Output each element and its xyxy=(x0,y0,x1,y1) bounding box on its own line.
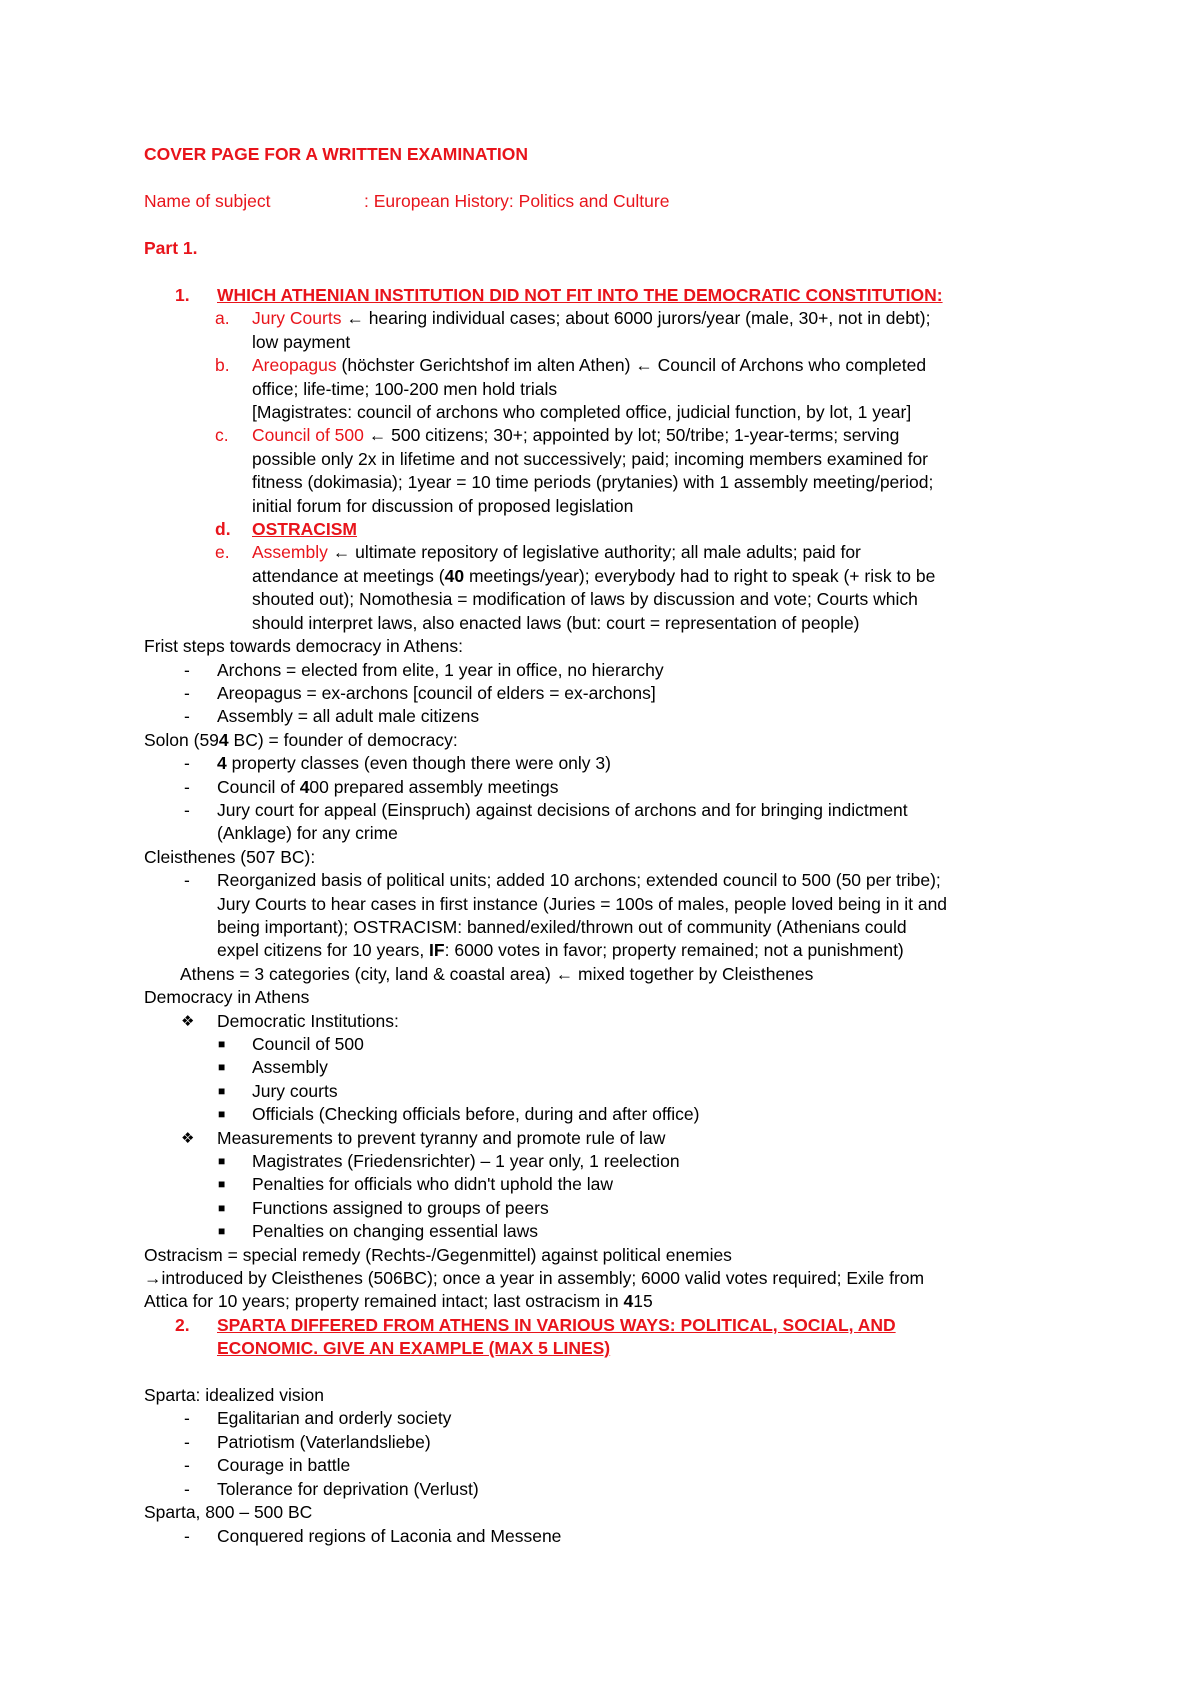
question-text: WHICH ATHENIAN INSTITUTION DID NOT FIT INTO THE DEMOCRATIC CONSTITUTION: xyxy=(217,285,943,305)
list-item xyxy=(144,682,1084,705)
list-item xyxy=(144,1033,1084,1056)
list-item-cont: Jury Courts to hear cases in first instance (Juries = 100s of males, people loved being in it and xyxy=(217,893,948,914)
text-segment: : 6000 votes in favor; property remained; not a punishment) xyxy=(444,940,904,961)
list-item xyxy=(144,1478,1084,1501)
answer-d xyxy=(144,518,1084,541)
athens-note: Athens = 3 categories (city, land & coastal area) ← mixed together by Cleisthenes xyxy=(180,963,814,984)
dash-marker: - xyxy=(184,682,190,703)
answer-text: (höchster Gerichtshof im alten Athen) ← Council of Archons who completed xyxy=(336,355,927,376)
dash-marker: - xyxy=(184,776,190,797)
list-item xyxy=(144,1431,1084,1454)
list-item-text: Assembly = all adult male citizens xyxy=(217,706,480,727)
list-item-text: Archons = elected from elite, 1 year in office, no hierarchy xyxy=(217,659,664,680)
list-item-text: Patriotism (Vaterlandsliebe) xyxy=(217,1431,431,1452)
list-item xyxy=(144,799,1084,822)
text-segment: attendance at meetings ( xyxy=(252,565,445,586)
answer-a-cont: low payment xyxy=(252,331,351,352)
list-item-cont: (Anklage) for any crime xyxy=(217,823,398,844)
list-item xyxy=(144,869,1084,892)
section-heading: Democracy in Athens xyxy=(144,987,310,1008)
text-segment: property classes (even though there were only 3) xyxy=(226,753,611,774)
list-item xyxy=(144,659,1084,682)
list-item-text: Areopagus = ex-archons [council of elders = ex-archons] xyxy=(217,682,656,703)
list-item-text: Jury courts xyxy=(252,1080,338,1101)
ostracism-line: Ostracism = special remedy (Rechts-/Gegenmittel) against political enemies xyxy=(144,1244,732,1265)
list-item-text: Council of 500 xyxy=(252,1034,364,1054)
subject-line xyxy=(144,190,670,213)
text-segment: BC) = founder of democracy: xyxy=(228,729,458,750)
answer-term: Council of 500 xyxy=(252,425,364,446)
text-bold: 4 xyxy=(623,1291,634,1312)
answer-c-cont: initial forum for discussion of proposed legislation xyxy=(252,495,634,516)
text-segment: expel citizens for 10 years, xyxy=(217,940,430,961)
text-segment: Solon (59 xyxy=(144,729,219,750)
square-bullet-icon: ■ xyxy=(218,1177,226,1192)
list-item-text: Officials (Checking officials before, during and after office) xyxy=(252,1104,700,1125)
question-1 xyxy=(144,284,1084,307)
text-bold: IF xyxy=(429,940,445,961)
page-title: COVER PAGE FOR A WRITTEN EXAMINATION xyxy=(144,144,529,164)
answer-c-cont: fitness (dokimasia); 1year = 10 time periods (prytanies) with 1 assembly meeting/period; xyxy=(252,472,934,493)
square-bullet-icon: ■ xyxy=(218,1200,226,1215)
question-2 xyxy=(144,1314,1084,1337)
question-text: SPARTA DIFFERED FROM ATHENS IN VARIOUS WAYS: POLITICAL, SOCIAL, AND xyxy=(217,1314,896,1335)
dash-marker: - xyxy=(184,706,190,727)
text-bold: 4 xyxy=(217,753,227,774)
list-item-text: Penalties on changing essential laws xyxy=(252,1221,539,1242)
list-item-text: Tolerance for deprivation (Verlust) xyxy=(217,1478,479,1499)
answer-c xyxy=(144,424,1084,447)
list-item-text: Courage in battle xyxy=(217,1455,351,1476)
answer-term: Areopagus xyxy=(252,355,337,376)
list-item xyxy=(144,1173,1084,1196)
list-item-text: Measurements to prevent tyranny and promote rule of law xyxy=(217,1127,666,1148)
answer-letter: b. xyxy=(215,355,230,376)
text-segment: meetings/year); everybody had to right to speak (+ risk to be xyxy=(464,565,936,586)
answer-letter: d. xyxy=(215,519,231,540)
spacer xyxy=(144,1361,1084,1384)
answer-e-cont: shouted out); Nomothesia = modification of laws by discussion and vote; Courts which xyxy=(252,589,918,610)
text-segment: 00 prepared assembly meetings xyxy=(309,776,559,797)
square-bullet-icon: ■ xyxy=(218,1154,226,1169)
list-item xyxy=(144,1103,1084,1126)
answer-term: Jury Courts xyxy=(252,308,342,329)
subject-label: Name of subject xyxy=(144,191,271,211)
list-item-text: Functions assigned to groups of peers xyxy=(252,1197,549,1218)
square-bullet-icon: ■ xyxy=(218,1037,226,1051)
diamond-bullet-icon: ❖ xyxy=(181,1129,195,1147)
section-heading: Frist steps towards democracy in Athens: xyxy=(144,636,464,657)
list-item xyxy=(144,752,1084,775)
list-item xyxy=(144,776,1084,799)
section-heading: Sparta: idealized vision xyxy=(144,1385,324,1406)
answer-text: ← 500 citizens; 30+; appointed by lot; 50/tribe; 1-year-terms; serving xyxy=(363,425,900,446)
dash-marker: - xyxy=(184,1525,190,1546)
square-bullet-icon: ■ xyxy=(218,1083,226,1098)
text-segment: Council of xyxy=(217,776,300,797)
list-item-text: Egalitarian and orderly society xyxy=(217,1408,452,1429)
answer-a xyxy=(144,307,1084,330)
answer-letter: e. xyxy=(215,542,230,563)
list-item-cont: being important); OSTRACISM: banned/exiled/thrown out of community (Athenians could xyxy=(217,916,907,937)
answer-b xyxy=(144,354,1084,377)
square-bullet-icon: ■ xyxy=(218,1224,226,1239)
answer-letter: a. xyxy=(215,308,230,329)
answer-e-cont xyxy=(144,565,1084,588)
list-item-cont xyxy=(144,939,1084,962)
square-bullet-icon: ■ xyxy=(218,1060,226,1075)
question-text: ECONOMIC. GIVE AN EXAMPLE (MAX 5 LINES) xyxy=(217,1338,611,1359)
section-heading xyxy=(144,729,1084,752)
answer-b-cont: [Magistrates: council of archons who completed office, judicial function, by lot, 1 year] xyxy=(252,402,912,423)
answer-term-correct: OSTRACISM xyxy=(252,519,357,540)
list-item xyxy=(144,1080,1084,1103)
text-bold: 4 xyxy=(299,776,310,797)
dash-marker: - xyxy=(184,659,190,680)
dash-marker: - xyxy=(184,1431,190,1452)
list-item xyxy=(144,1010,1084,1033)
dash-marker: - xyxy=(184,1455,190,1476)
list-item xyxy=(144,1127,1084,1150)
list-item xyxy=(144,1197,1084,1220)
answer-text: ← ultimate repository of legislative authority; all male adults; paid for xyxy=(327,542,861,563)
section-heading: Cleisthenes (507 BC): xyxy=(144,846,316,867)
answer-e-cont: should interpret laws, also enacted laws (but: court = representation of people) xyxy=(252,612,860,633)
dash-marker: - xyxy=(184,870,190,891)
list-item-text: Assembly xyxy=(252,1057,328,1078)
question-number: 2. xyxy=(175,1314,190,1335)
list-item xyxy=(144,1454,1084,1477)
square-bullet-icon: ■ xyxy=(218,1107,226,1122)
diamond-bullet-icon: ❖ xyxy=(181,1012,195,1030)
list-item xyxy=(144,1525,1084,1548)
answer-text: ← hearing individual cases; about 6000 jurors/year (male, 30+, not in debt); xyxy=(341,308,931,329)
dash-marker: - xyxy=(184,799,190,820)
ostracism-line xyxy=(144,1290,1084,1313)
document-body xyxy=(144,284,1084,1548)
question-number: 1. xyxy=(175,285,190,305)
subject-value: : European History: Politics and Culture xyxy=(364,191,670,211)
answer-b-cont: office; life-time; 100-200 men hold trials xyxy=(252,378,558,399)
list-item-text: Jury court for appeal (Einspruch) against decisions of archons and for bringing indictment xyxy=(217,799,908,820)
list-item xyxy=(144,1220,1084,1243)
answer-c-cont: possible only 2x in lifetime and not successively; paid; incoming members examined for xyxy=(252,448,929,469)
part-heading: Part 1. xyxy=(144,238,198,258)
list-item-text: Democratic Institutions: xyxy=(217,1010,399,1031)
dash-marker: - xyxy=(184,1408,190,1429)
list-item-text: Magistrates (Friedensrichter) – 1 year only, 1 reelection xyxy=(252,1151,680,1172)
text-bold: 4 xyxy=(218,729,229,750)
text-segment: Attica for 10 years; property remained intact; last ostracism in xyxy=(144,1291,624,1312)
dash-marker: - xyxy=(184,753,190,774)
answer-letter: c. xyxy=(215,425,229,446)
list-item xyxy=(144,1407,1084,1430)
list-item xyxy=(144,1150,1084,1173)
list-item xyxy=(144,705,1084,728)
question-2-cont xyxy=(144,1337,1084,1360)
answer-e xyxy=(144,541,1084,564)
text-segment: 15 xyxy=(633,1291,653,1312)
list-item-text: Reorganized basis of political units; added 10 archons; extended council to 500 (50 per tribe); xyxy=(217,870,941,891)
text-bold: 40 xyxy=(444,565,465,586)
list-item xyxy=(144,1056,1084,1079)
answer-term: Assembly xyxy=(252,542,328,563)
section-heading: Sparta, 800 – 500 BC xyxy=(144,1502,313,1523)
list-item-text: Conquered regions of Laconia and Messene xyxy=(217,1525,562,1546)
list-item-text: Penalties for officials who didn't uphold the law xyxy=(252,1174,614,1195)
dash-marker: - xyxy=(184,1478,190,1499)
ostracism-line: →introduced by Cleisthenes (506BC); once a year in assembly; 6000 valid votes required; Exile from xyxy=(144,1268,925,1289)
